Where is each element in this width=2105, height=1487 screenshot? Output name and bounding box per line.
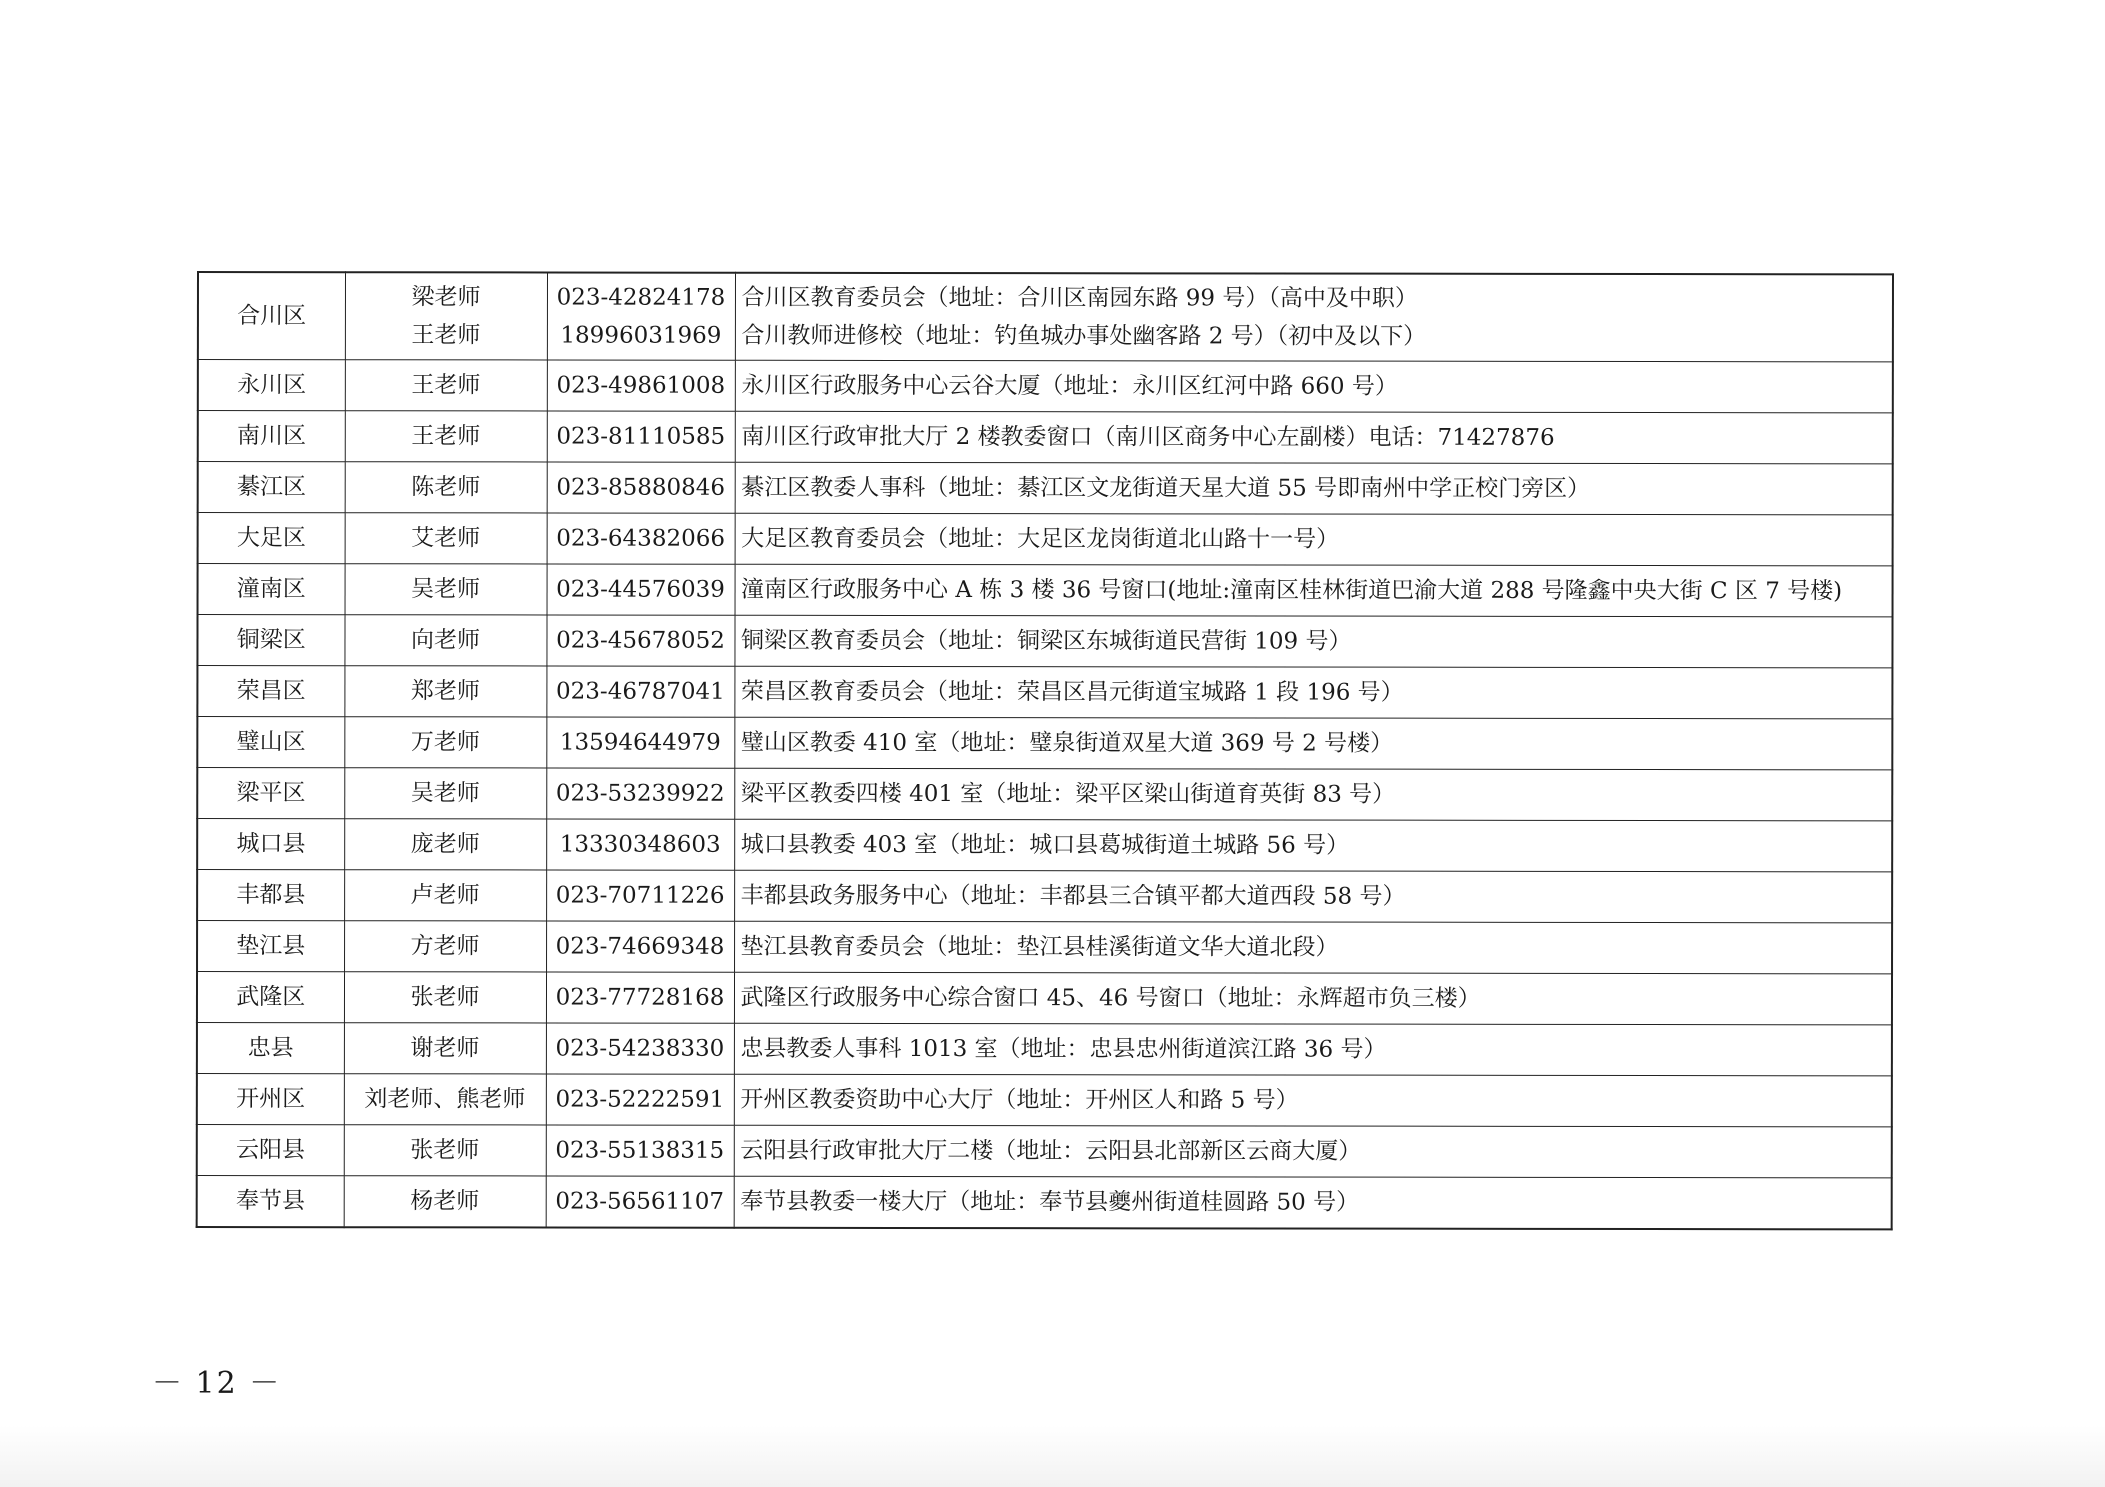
district-cell: 合川区: [198, 272, 345, 360]
phone-cell: 023-49861008: [547, 360, 735, 411]
phone-cell: 023-85880846: [547, 462, 735, 513]
contact-person-cell: 向老师: [344, 615, 546, 666]
contact-person-cell: 万老师: [344, 717, 546, 768]
address-cell: 丰都县政务服务中心（地址：丰都县三合镇平都大道西段 58 号）: [734, 870, 1892, 923]
phone-cell: 023-52222591: [546, 1074, 734, 1125]
district-cell: 璧山区: [197, 717, 344, 768]
district-cell: 云阳县: [197, 1125, 344, 1176]
district-cell: 荣昌区: [197, 666, 344, 717]
contact-person-cell: 方老师: [344, 921, 546, 972]
address-cell: 南川区行政审批大厅 2 楼教委窗口（南川区商务中心左副楼）电话：71427876: [735, 411, 1893, 464]
address-text: 合川教师进修校（地址：钓鱼城办事处幽客路 2 号）（初中及以下）: [741, 322, 1427, 350]
address-cell: 璧山区教委 410 室（地址：璧泉街道双星大道 369 号 2 号楼）: [734, 717, 1892, 770]
contact-person-cell: 吴老师: [345, 564, 547, 615]
district-cell: 城口县: [197, 819, 344, 870]
phone-cell: 023-77728168: [546, 972, 734, 1023]
phone-cell: 023-70711226: [546, 870, 734, 921]
table-row: [197, 972, 1892, 1025]
phone-cell: 023-45678052: [546, 615, 734, 666]
district-cell: 丰都县: [197, 870, 344, 921]
district-cell: 忠县: [197, 1023, 344, 1074]
phone-cell: 023-56561107: [546, 1176, 734, 1228]
district-cell: 潼南区: [198, 564, 345, 615]
table-row: [198, 411, 1893, 464]
contact-person-cell: 吴老师: [344, 768, 546, 819]
address-cell: 梁平区教委四楼 401 室（地址：梁平区梁山街道育英街 83 号）: [734, 768, 1892, 821]
contact-person-cell: [345, 272, 547, 360]
phone-cell: 023-46787041: [546, 666, 734, 717]
table-row: [197, 615, 1892, 668]
table-row: [198, 272, 1893, 362]
phone-cell: [547, 272, 735, 360]
phone-cell: 023-81110585: [547, 411, 735, 462]
district-cell: 垫江县: [197, 921, 344, 972]
district-cell: 武隆区: [197, 972, 344, 1023]
district-cell: 梁平区: [197, 768, 344, 819]
phone-number: 18996031969: [560, 322, 722, 349]
phone-number: 023-42824178: [556, 284, 726, 311]
page-number: － 12 －: [152, 1366, 282, 1401]
phone-cell: 023-64382066: [547, 513, 735, 564]
district-cell: 大足区: [198, 513, 345, 564]
table-row: [197, 1176, 1892, 1230]
contact-person-cell: 王老师: [345, 360, 547, 411]
table-row: [197, 870, 1892, 923]
address-cell: 潼南区行政服务中心 A 栋 3 楼 36 号窗口(地址:潼南区桂林街道巴渝大道 288 号隆鑫中央大街 C 区 7 号楼): [735, 564, 1893, 617]
page-bottom-shade: [0, 1425, 2105, 1487]
address-cell: 铜梁区教育委员会（地址：铜梁区东城街道民营街 109 号）: [734, 615, 1892, 668]
contact-person-cell: 王老师: [345, 411, 547, 462]
contact-person-cell: 庞老师: [344, 819, 546, 870]
contact-person-cell: 杨老师: [344, 1176, 546, 1228]
contact-person-cell: 陈老师: [345, 462, 547, 513]
table-row: [197, 1125, 1892, 1178]
address-text: 合川区教育委员会（地址：合川区南园东路 99 号）（高中及中职）: [741, 284, 1418, 312]
phone-cell: 13330348603: [546, 819, 734, 870]
contact-table-body: [197, 272, 1893, 1229]
address-cell: 綦江区教委人事科（地址：綦江区文龙街道天星大道 55 号即南州中学正校门旁区）: [735, 462, 1893, 515]
address-cell: 云阳县行政审批大厅二楼（地址：云阳县北部新区云商大厦）: [734, 1125, 1892, 1178]
phone-cell: 023-44576039: [547, 564, 735, 615]
contact-person: 梁老师: [411, 284, 481, 311]
phone-cell: 023-54238330: [546, 1023, 734, 1074]
address-cell: 大足区教育委员会（地址：大足区龙岗街道北山路十一号）: [735, 513, 1893, 566]
phone-cell: 023-74669348: [546, 921, 734, 972]
district-cell: 开州区: [197, 1074, 344, 1125]
contact-person-cell: 谢老师: [344, 1023, 546, 1074]
address-cell: 永川区行政服务中心云谷大厦（地址：永川区红河中路 660 号）: [735, 360, 1893, 413]
table-row: [197, 921, 1892, 974]
table-row: [197, 717, 1892, 770]
contact-person: 王老师: [411, 322, 481, 349]
table-row: [197, 819, 1892, 872]
phone-cell: 023-55138315: [546, 1125, 734, 1176]
district-cell: 铜梁区: [197, 615, 344, 666]
table-row: [197, 1074, 1892, 1127]
address-cell: 荣昌区教育委员会（地址：荣昌区昌元街道宝城路 1 段 196 号）: [734, 666, 1892, 719]
table-row: [198, 360, 1893, 413]
table-row: [198, 564, 1893, 617]
phone-cell: 023-53239922: [546, 768, 734, 819]
address-cell: 垫江县教育委员会（地址：垫江县桂溪街道文华大道北段）: [734, 921, 1892, 974]
address-cell: 开州区教委资助中心大厅（地址：开州区人和路 5 号）: [734, 1074, 1892, 1127]
table-row: [197, 666, 1892, 719]
table-row: [198, 462, 1893, 515]
contact-person-cell: 艾老师: [345, 513, 547, 564]
contact-person-cell: 卢老师: [344, 870, 546, 921]
contact-table: [196, 271, 1894, 1230]
address-cell: 城口县教委 403 室（地址：城口县葛城街道土城路 56 号）: [734, 819, 1892, 872]
table-row: [197, 768, 1892, 821]
table-row: [197, 1023, 1892, 1076]
table-row: [198, 513, 1893, 566]
contact-person-cell: 张老师: [344, 972, 546, 1023]
contact-person-cell: 刘老师、熊老师: [344, 1074, 546, 1125]
district-cell: 綦江区: [198, 462, 345, 513]
contact-person-cell: 郑老师: [344, 666, 546, 717]
district-cell: 南川区: [198, 411, 345, 462]
contact-person-cell: 张老师: [344, 1125, 546, 1176]
address-cell: 忠县教委人事科 1013 室（地址：忠县忠州街道滨江路 36 号）: [734, 1023, 1892, 1076]
address-cell: [735, 273, 1893, 362]
address-cell: 奉节县教委一楼大厅（地址：奉节县夔州街道桂圆路 50 号）: [734, 1176, 1892, 1229]
district-cell: 奉节县: [197, 1176, 344, 1228]
district-cell: 永川区: [198, 360, 345, 411]
address-cell: 武隆区行政服务中心综合窗口 45、46 号窗口（地址：永辉超市负三楼）: [734, 972, 1892, 1025]
phone-cell: 13594644979: [546, 717, 734, 768]
